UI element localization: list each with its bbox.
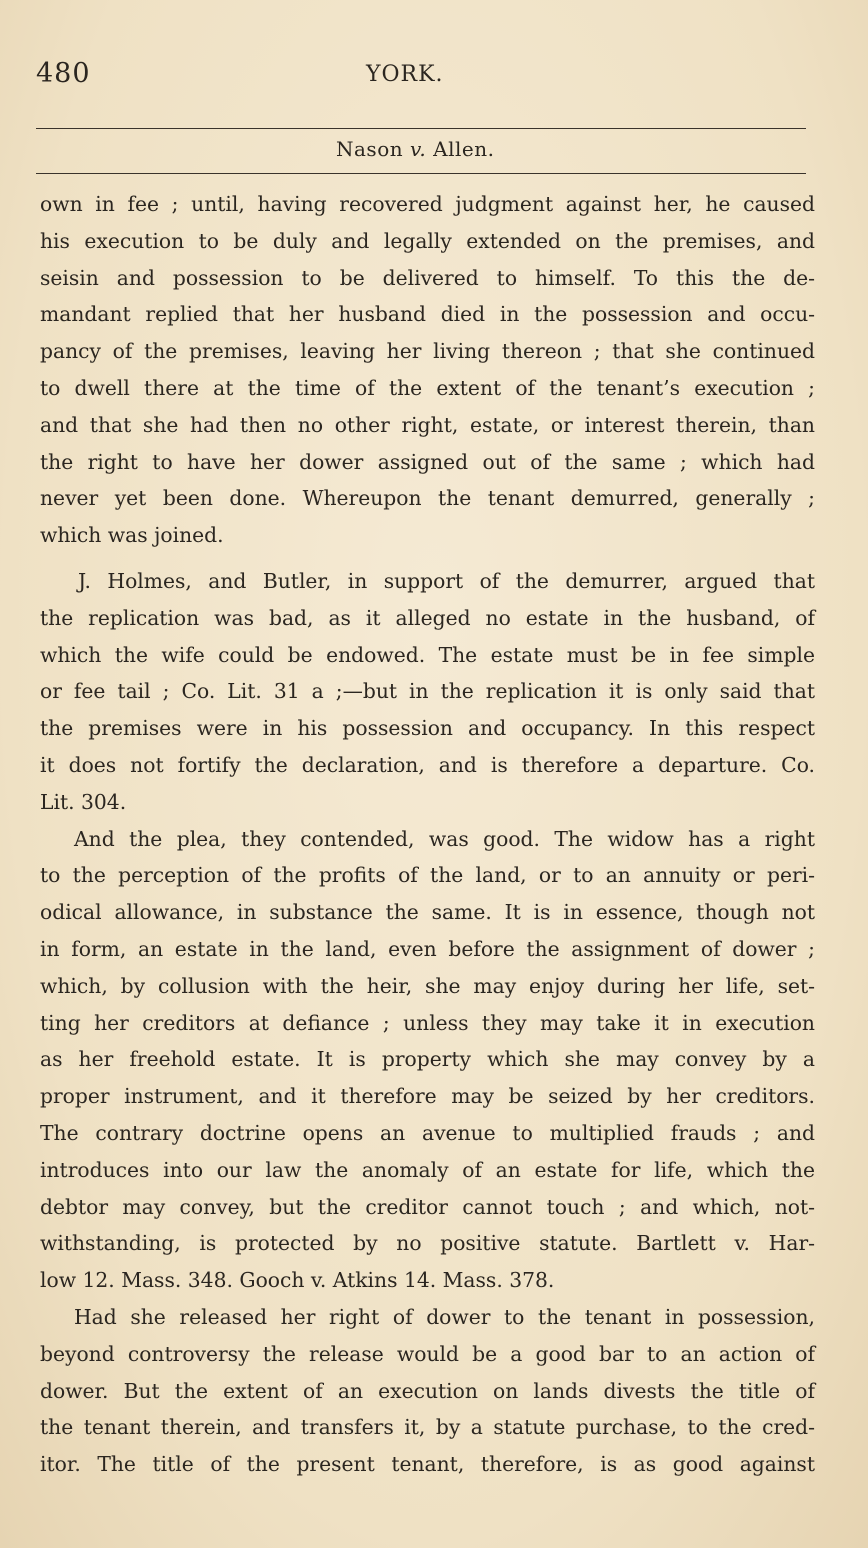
body-text — [40, 186, 815, 1483]
text-line: pancy of the premises, leaving her living thereon ; that she continued — [40, 339, 815, 364]
text-line: mandant replied that her husband died in the possession and occu- — [40, 302, 815, 327]
text-line: The contrary doctrine opens an avenue to multiplied frauds ; and — [40, 1120, 815, 1145]
bottom-rule — [36, 173, 806, 174]
text-line: or fee tail ; Co. Lit. 31 a ;—but in the replication it is only said that — [40, 679, 815, 704]
text-line: dower. But the extent of an execution on lands divests the title of — [40, 1378, 815, 1403]
case-title — [336, 137, 494, 161]
text-line: Lit. 304. — [40, 789, 127, 814]
text-line: seisin and possession to be delivered to himself. To this the de- — [40, 265, 815, 290]
top-rule — [36, 128, 806, 129]
text-line: never yet been done. Whereupon the tenant demurred, generally ; — [40, 486, 815, 511]
page-number: 480 — [36, 58, 91, 89]
text-line: itor. The title of the present tenant, therefore, is as good against — [40, 1452, 815, 1477]
text-line: withstanding, is protected by no positive statute. Bartlett v. Har- — [40, 1231, 815, 1256]
text-line: it does not fortify the declaration, and is therefore a departure. Co. — [40, 752, 815, 777]
text-line: to dwell there at the time of the extent of the tenant’s execution ; — [40, 375, 815, 400]
case-defendant: Allen. — [433, 137, 495, 161]
text-line: which, by collusion with the heir, she may enjoy during her life, set- — [40, 973, 815, 998]
running-head-title: YORK. — [366, 62, 444, 87]
text-line: his execution to be duly and legally extended on the premises, and — [40, 228, 815, 253]
text-line: the replication was bad, as it alleged no estate in the husband, of — [40, 605, 815, 630]
case-versus: v. — [409, 137, 427, 161]
text-line: the right to have her dower assigned out of the same ; which had — [40, 449, 815, 474]
text-line: odical allowance, in substance the same. It is in essence, though not — [40, 900, 815, 925]
text-line: proper instrument, and it therefore may be seized by her creditors. — [40, 1084, 815, 1109]
text-line: Had she released her right of dower to the tenant in possession, — [74, 1304, 815, 1329]
text-line: low 12. Mass. 348. Gooch v. Atkins 14. Mass. 378. — [40, 1268, 555, 1293]
paragraph-2 — [40, 563, 815, 821]
text-line: ting her creditors at defiance ; unless they may take it in execution — [40, 1010, 815, 1035]
running-head — [36, 58, 806, 98]
text-line: which the wife could be endowed. The estate must be in fee simple — [40, 642, 815, 667]
text-line: in form, an estate in the land, even before the assignment of dower ; — [40, 936, 815, 961]
text-line: debtor may convey, but the creditor cannot touch ; and which, not- — [40, 1194, 815, 1219]
text-line: which was joined. — [40, 523, 224, 548]
text-line: as her freehold estate. It is property which she may convey by a — [40, 1047, 815, 1072]
paragraph-3 — [40, 821, 815, 1299]
text-line: to the perception of the profits of the land, or to an annuity or peri- — [40, 863, 815, 888]
text-line: introduces into our law the anomaly of an estate for life, which the — [40, 1157, 815, 1182]
case-plaintiff: Nason — [336, 137, 404, 161]
text-line: the premises were in his possession and occupancy. In this respect — [40, 716, 815, 741]
text-line: the tenant therein, and transfers it, by a statute purchase, to the cred- — [40, 1415, 815, 1440]
paragraph-4 — [40, 1299, 815, 1483]
text-line: own in fee ; until, having recovered judgment against her, he caused — [40, 192, 815, 216]
text-line: and that she had then no other right, estate, or interest therein, than — [40, 412, 815, 437]
text-line: J. Holmes, and Butler, in support of the demurrer, argued that — [78, 568, 815, 593]
text-line: beyond controversy the release would be a good bar to an action of — [40, 1341, 815, 1366]
paragraph-1 — [40, 186, 815, 554]
text-line: And the plea, they contended, was good. The widow has a right — [74, 826, 815, 851]
paragraph-gap — [40, 554, 815, 563]
